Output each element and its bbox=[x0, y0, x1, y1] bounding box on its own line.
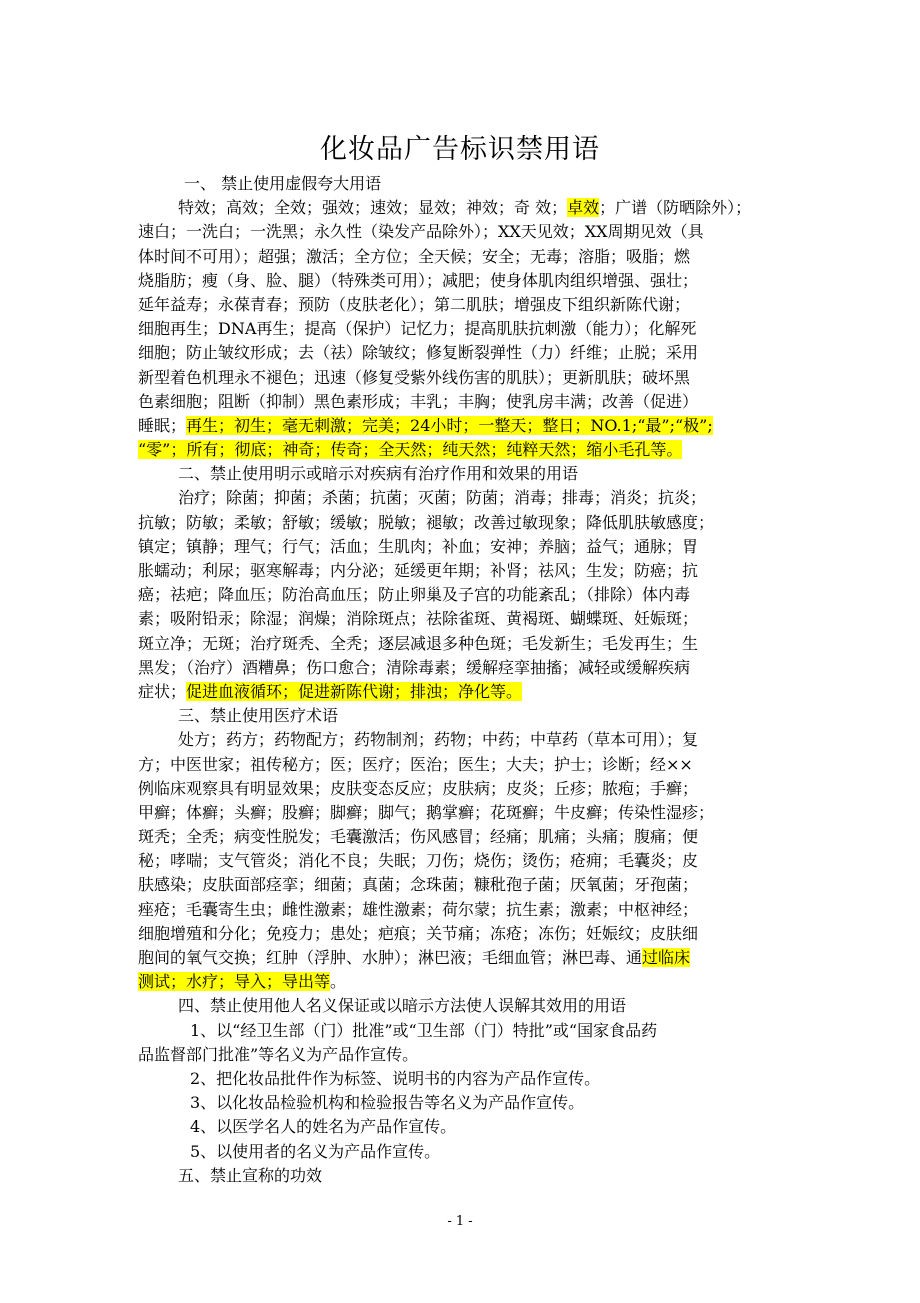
text-segment: 特效；高效；全效；强效；速效；显效；神效；奇 效； bbox=[178, 198, 568, 218]
text-segment: 烧脂肪；瘦（身、脸、腿）（特殊类可用）；减肥；使身体肌肉组织增强、强壮； bbox=[138, 270, 699, 290]
text-segment: 素；吸附铅汞；除湿；润燥；消除斑点；祛除雀斑、黄褐斑、蝴蝶斑、妊娠斑； bbox=[138, 609, 699, 629]
text-line bbox=[138, 632, 786, 656]
text-segment: 新型着色机理永不褪色；迅速（修复受紫外线伤害的肌肤）；更新肌肤；破坏黑 bbox=[138, 367, 691, 387]
text-line bbox=[138, 366, 786, 390]
text-line bbox=[138, 1140, 786, 1164]
text-line bbox=[138, 317, 786, 341]
text-line bbox=[138, 486, 786, 510]
text-segment: 体时间不可用）；超强；激活；全方位；全天候；安全；无毒；溶脂；吸脂；燃 bbox=[138, 246, 691, 266]
text-line bbox=[138, 438, 786, 462]
text-line bbox=[138, 898, 786, 922]
text-segment: 1、以“经卫生部（门）批准”或“卫生部（门）特批”或“国家食品药 bbox=[190, 1020, 658, 1040]
text-segment: ；广谱（防晒除外）； bbox=[599, 198, 752, 218]
text-segment: 细胞再生；DNA再生；提高（保护）记忆力；提高肌肤抗刺激（能力）；化解死 bbox=[138, 319, 697, 339]
highlighted-text: 卓效 bbox=[567, 198, 600, 218]
text-line bbox=[138, 825, 786, 849]
page-number: - 1 - bbox=[447, 1214, 473, 1229]
text-line bbox=[138, 994, 786, 1018]
text-line bbox=[138, 196, 786, 220]
text-segment: 治疗；除菌；抑菌；杀菌；抗菌；灭菌；防菌；消毒；排毒；消炎；抗炎； bbox=[178, 488, 707, 508]
text-line bbox=[138, 245, 786, 269]
text-line bbox=[138, 1164, 786, 1188]
text-segment: 5、以使用者的名义为产品作宣传。 bbox=[190, 1141, 441, 1161]
text-segment: 症状； bbox=[138, 681, 187, 701]
text-segment: 三、禁止使用医疗术语 bbox=[178, 706, 339, 726]
highlighted-text: 再生；初生；毫无刺激；完美；24小时；一整天；整日；NO.1;“最”;“极”; bbox=[186, 415, 713, 435]
highlighted-text: 促进血液循环；促进新陈代谢；排浊；净化等。 bbox=[186, 681, 523, 701]
text-segment: 4、以医学名人的姓名为产品作宣传。 bbox=[190, 1117, 457, 1137]
text-segment: 延年益寿；永葆青春；预防（皮肤老化）；第二肌肤；增强皮下组织新陈代谢； bbox=[138, 294, 691, 314]
text-segment: 。 bbox=[330, 972, 347, 992]
text-segment: 色素细胞；阻断（抑制）黑色素形成；丰乳；丰胸；使乳房丰满；改善（促进） bbox=[138, 391, 699, 411]
highlighted-text: 测试；水疗；导入；导出等 bbox=[138, 972, 331, 992]
text-line bbox=[138, 172, 786, 196]
text-line bbox=[138, 414, 786, 438]
text-line bbox=[138, 946, 786, 970]
text-line bbox=[138, 849, 786, 873]
text-line bbox=[138, 390, 786, 414]
document-body bbox=[138, 172, 786, 1188]
text-line bbox=[138, 656, 786, 680]
text-line bbox=[138, 1043, 786, 1067]
text-line bbox=[138, 728, 786, 752]
text-line bbox=[138, 341, 786, 365]
text-line bbox=[138, 1091, 786, 1115]
text-line bbox=[138, 970, 786, 994]
text-line bbox=[138, 583, 786, 607]
text-line bbox=[138, 535, 786, 559]
text-line bbox=[138, 1019, 786, 1043]
text-segment: 四、禁止使用他人名义保证或以暗示方法使人误解其效用的用语 bbox=[178, 996, 627, 1016]
text-segment: 斑立净；无斑；治疗斑秃、全秃；逐层减退多种色斑；毛发新生；毛发再生；生 bbox=[138, 633, 699, 653]
text-segment: 睡眠； bbox=[138, 415, 187, 435]
text-line bbox=[138, 293, 786, 317]
text-segment: 处方；药方；药物配方；药物制剂；药物；中药；中草药（草本可用）；复 bbox=[178, 730, 699, 750]
text-line bbox=[138, 704, 786, 728]
text-line bbox=[138, 777, 786, 801]
text-segment: 3、以化妆品检验机构和检验报告等名义为产品作宣传。 bbox=[190, 1093, 585, 1113]
text-line bbox=[138, 1067, 786, 1091]
text-line bbox=[138, 680, 786, 704]
text-segment: 品监督部门批准”等名义为产品作宣传。 bbox=[138, 1044, 419, 1064]
highlighted-text: “零”；所有；彻底；神奇；传奇；全天然；纯天然；纯粹天然；缩小毛孔等。 bbox=[138, 440, 683, 460]
text-line bbox=[138, 753, 786, 777]
text-line bbox=[138, 269, 786, 293]
text-segment: 斑秃；全秃；病变性脱发；毛囊激活；伤风感冒；经痛；肌痛；头痛；腹痛；便 bbox=[138, 827, 699, 847]
text-line bbox=[138, 220, 786, 244]
text-segment: 黑发；（治疗）酒糟鼻；伤口愈合；清除毒素；缓解痉挛抽搐；减轻或缓解疾病 bbox=[138, 657, 691, 677]
text-segment: 方；中医世家；祖传秘方；医；医疗；医治；医生；大夫；护士；诊断；经×× bbox=[138, 754, 693, 774]
text-line bbox=[138, 462, 786, 486]
text-segment: 胞间的氧气交换；红肿（浮肿、水肿）；淋巴液；毛细血管；淋巴毒、通 bbox=[138, 948, 643, 967]
text-segment: 镇定；镇静；理气；行气；活血；生肌肉；补血；安神；养脑；益气；通脉；胃 bbox=[138, 536, 699, 556]
text-line bbox=[138, 922, 786, 946]
text-segment: 细胞；防止皱纹形成；去（祛）除皱纹；修复断裂弹性（力）纤维；止脱；采用 bbox=[138, 343, 699, 363]
document-title: 化妆品广告标识禁用语 bbox=[320, 134, 600, 165]
text-line bbox=[138, 607, 786, 631]
text-segment: 细胞增殖和分化；免疫力；患处；疤痕；关节痛；冻疮；冻伤；妊娠纹；皮肤细 bbox=[138, 923, 699, 943]
text-line bbox=[138, 559, 786, 583]
text-segment: 痤疮；毛囊寄生虫；雌性激素；雄性激素；荷尔蒙；抗生素；激素；中枢神经； bbox=[138, 899, 699, 919]
text-segment: 胀蠕动；利尿；驱寒解毒；内分泌；延缓更年期；补肾；祛风；生发；防癌；抗 bbox=[138, 561, 699, 580]
text-segment: 抗敏；防敏；柔敏；舒敏；缓敏；脱敏；褪敏；改善过敏现象；降低肌肤敏感度； bbox=[138, 512, 715, 532]
text-line bbox=[138, 873, 786, 897]
text-line bbox=[138, 801, 786, 825]
text-segment: 例临床观察具有明显效果；皮肤变态反应；皮肤病；皮炎；丘疹；脓疱；手癣； bbox=[138, 778, 699, 798]
text-segment: 一、 禁止使用虚假夸大用语 bbox=[184, 174, 382, 193]
text-line bbox=[138, 511, 786, 535]
text-segment: 二、禁止使用明示或暗示对疾病有治疗作用和效果的用语 bbox=[178, 464, 579, 484]
text-segment: 癌；祛疤；降血压；防治高血压；防止卵巢及子宫的功能紊乱；（排除）体内毒 bbox=[138, 585, 691, 605]
highlighted-text: 过临床 bbox=[642, 948, 691, 967]
text-segment: 秘；哮喘；支气管炎；消化不良；失眠；刀伤；烧伤；烫伤；疮痈；毛囊炎；皮 bbox=[138, 851, 699, 871]
text-segment: 速白；一洗白；一洗黑；永久性（染发产品除外）；XX天见效；XX周期见效（具 bbox=[138, 222, 704, 242]
text-line bbox=[138, 1115, 786, 1139]
text-segment: 2、把化妆品批件作为标签、说明书的内容为产品作宣传。 bbox=[190, 1068, 601, 1088]
text-segment: 甲癣；体癣；头癣；股癣；脚癣；脚气；鹅掌癣；花斑癣；牛皮癣；传染性湿疹； bbox=[138, 802, 715, 822]
text-segment: 肤感染；皮肤面部痉挛；细菌；真菌；念珠菌；糠秕孢子菌；厌氧菌；牙孢菌； bbox=[138, 875, 699, 895]
text-segment: 五、禁止宣称的功效 bbox=[178, 1165, 323, 1185]
